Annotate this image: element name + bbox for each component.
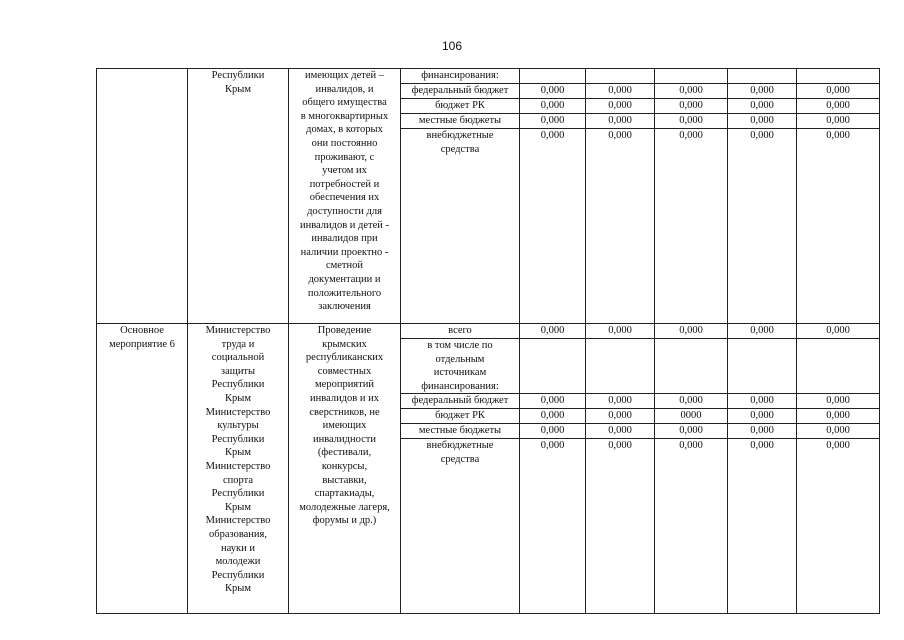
activity-cell: Основное мероприятие 6 (97, 324, 188, 614)
budget-value: 0,000 (728, 439, 797, 614)
description-cell: Проведение крымских республиканских совместных мероприятий инвалидов и их сверстников, не имеющих инвалидности (фестивали, конкурсы, выставки, спартакиады, молодежные лагеря, форумы и др.) (289, 324, 401, 614)
value-cell (728, 339, 797, 394)
value-cell (655, 69, 728, 84)
budget-value: 0,000 (728, 99, 797, 114)
total-value: 0,000 (797, 324, 880, 339)
budget-value: 0,000 (797, 424, 880, 439)
budget-value: 0,000 (586, 129, 655, 324)
budget-value: 0,000 (520, 84, 586, 99)
budget-value: 0,000 (520, 424, 586, 439)
table-row (97, 324, 880, 339)
budget-value: 0,000 (728, 129, 797, 324)
budget-value: 0,000 (797, 129, 880, 324)
value-cell (797, 69, 880, 84)
budget-value: 0,000 (586, 424, 655, 439)
source-cell: федеральный бюджет (401, 84, 520, 99)
activity-cell (97, 69, 188, 324)
budget-value: 0,000 (655, 394, 728, 409)
budget-value: 0,000 (586, 409, 655, 424)
value-cell (520, 339, 586, 394)
budget-value: 0,000 (797, 84, 880, 99)
source-cell: федеральный бюджет (401, 394, 520, 409)
source-cell: финансирования: (401, 69, 520, 84)
budget-value: 0,000 (655, 114, 728, 129)
budget-value: 0000 (655, 409, 728, 424)
source-cell: местные бюджеты (401, 114, 520, 129)
budget-value: 0,000 (586, 84, 655, 99)
total-value: 0,000 (520, 324, 586, 339)
budget-value: 0,000 (586, 439, 655, 614)
source-cell: всего (401, 324, 520, 339)
budget-value: 0,000 (728, 394, 797, 409)
budget-value: 0,000 (797, 114, 880, 129)
total-value: 0,000 (586, 324, 655, 339)
budget-table (96, 68, 880, 614)
description-cell: имеющих детей – инвалидов, и общего имущества в многоквартирных домах, в которых они постоянно проживают, с учетом их потребностей и обеспечения их доступности для инвалидов и детей - инвалидов при наличии проектно - сметной документации и положительного заключения (289, 69, 401, 324)
value-cell (586, 69, 655, 84)
source-cell: внебюджетные средства (401, 129, 520, 324)
budget-value: 0,000 (728, 114, 797, 129)
value-cell (797, 339, 880, 394)
value-cell (520, 69, 586, 84)
budget-value: 0,000 (520, 114, 586, 129)
source-cell: внебюджетные средства (401, 439, 520, 614)
budget-value: 0,000 (586, 114, 655, 129)
budget-value: 0,000 (586, 99, 655, 114)
source-cell: бюджет РК (401, 99, 520, 114)
total-value: 0,000 (728, 324, 797, 339)
budget-value: 0,000 (655, 129, 728, 324)
budget-value: 0,000 (728, 424, 797, 439)
budget-value: 0,000 (728, 84, 797, 99)
budget-value: 0,000 (520, 394, 586, 409)
executor-cell: Министерство труда и социальной защиты Республики Крым Министерство культуры Республики Крым Министерство спорта Республики Крым Министерство образования, науки и молодежи Республики Крым (188, 324, 289, 614)
budget-value: 0,000 (797, 439, 880, 614)
page-number: 106 (441, 39, 463, 53)
budget-value: 0,000 (520, 409, 586, 424)
budget-value: 0,000 (586, 394, 655, 409)
source-cell: в том числе по отдельным источникам финансирования: (401, 339, 520, 394)
budget-value: 0,000 (520, 129, 586, 324)
budget-value: 0,000 (655, 99, 728, 114)
value-cell (728, 69, 797, 84)
source-cell: бюджет РК (401, 409, 520, 424)
table-row (97, 69, 880, 84)
budget-value: 0,000 (797, 394, 880, 409)
budget-value: 0,000 (655, 439, 728, 614)
value-cell (655, 339, 728, 394)
budget-value: 0,000 (520, 99, 586, 114)
source-cell: местные бюджеты (401, 424, 520, 439)
total-value: 0,000 (655, 324, 728, 339)
value-cell (586, 339, 655, 394)
budget-value: 0,000 (520, 439, 586, 614)
budget-value: 0,000 (655, 424, 728, 439)
budget-value: 0,000 (797, 99, 880, 114)
budget-value: 0,000 (655, 84, 728, 99)
executor-cell: Республики Крым (188, 69, 289, 324)
budget-value: 0,000 (797, 409, 880, 424)
budget-value: 0,000 (728, 409, 797, 424)
